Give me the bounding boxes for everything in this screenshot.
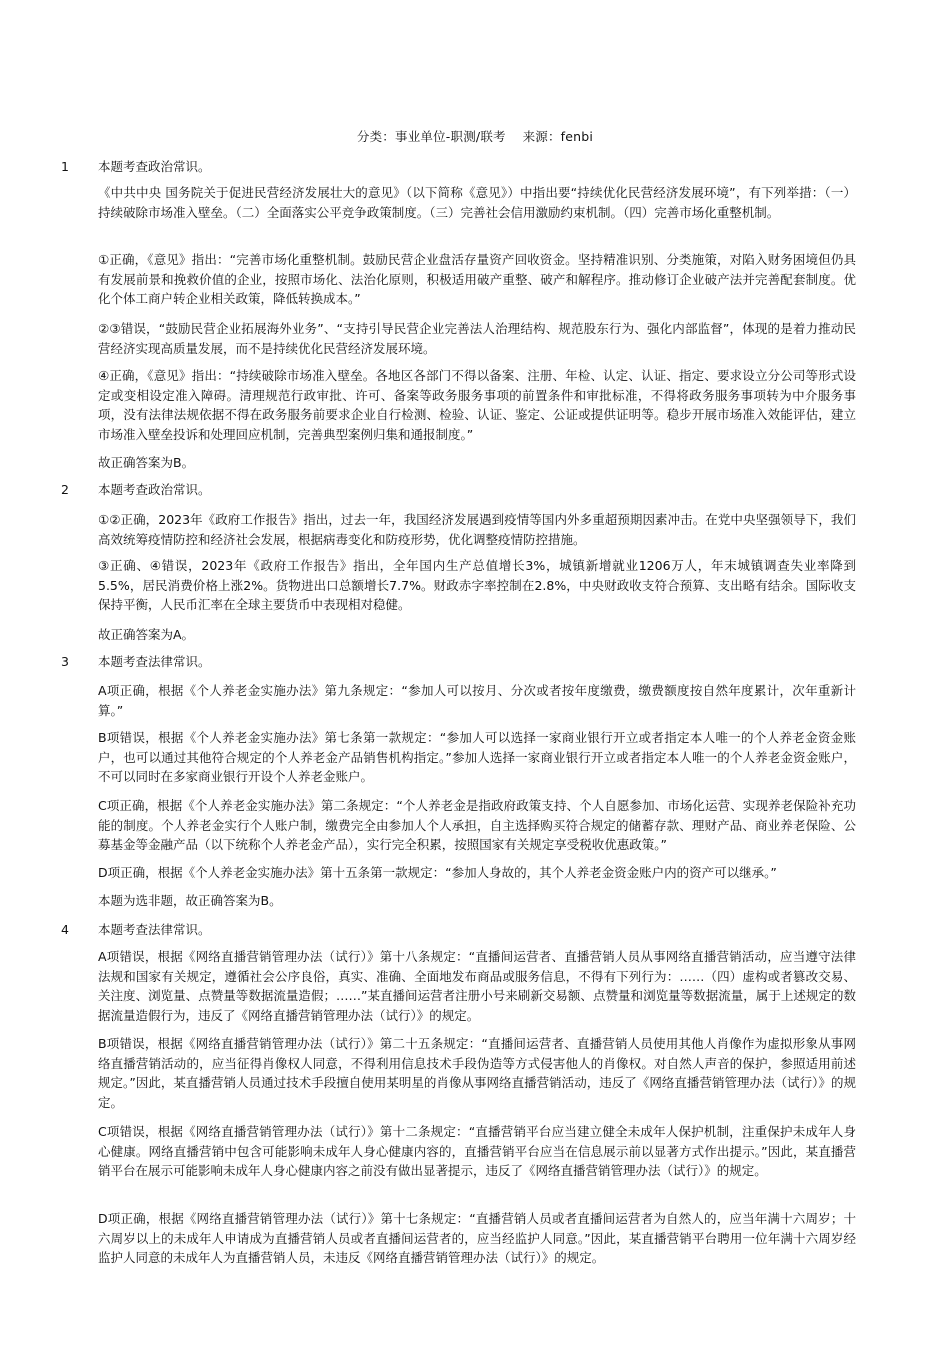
answer-paragraph: B项错误，根据《网络直播营销管理办法（试行）》第二十五条规定：“直播间运营者、直播营销人员使用其他人肖像作为虚拟形象从事网络直播营销活动的，应当征得肖像权人同意，不得利用信息技术手段伪造等方式侵害他人的肖像权。对自然人声音的保护，参照适用前述规定。”因此，某直播营销人员通过技术手段擅自使用某明星的肖像从事网络直播营销活动，违反了《网络直播营销管理办法（试行）》的规定。	[98, 1036, 856, 1110]
answer-paragraph: ①②正确，2023年《政府工作报告》指出，过去一年，我国经济发展遇到疫情等国内外多重超预期因素冲击。在党中央坚强领导下，我们高效统筹疫情防控和经济社会发展，根据病毒变化和防疫形势，优化调整疫情防控措施。	[98, 512, 856, 547]
answer-paragraph: C项正确，根据《个人养老金实施办法》第二条规定：“个人养老金是指政府政策支持、个人自愿参加、市场化运营、实现养老保险补充功能的制度。个人养老金实行个人账户制，缴费完全由参加人个人承担，自主选择购买符合规定的储蓄存款、理财产品、商业养老保险、公募基金等金融产品（以下统称个人养老金产品），实行完全积累，按照国家有关规定享受税收优惠政策。”	[98, 798, 856, 853]
answer-paragraph: D项正确，根据《网络直播营销管理办法（试行）》第十七条规定：“直播营销人员或者直播间运营者为自然人的，应当年满十六周岁；十六周岁以上的未成年人申请成为直播营销人员或者直播间运营者的，应当经监护人同意。”因此，某直播营销平台聘用一位年满十六周岁经监护人同意的未成年人为直播营销人员，未违反《网络直播营销管理办法（试行）》的规定。	[98, 1211, 856, 1266]
question-number: 1	[61, 159, 69, 174]
question-number: 2	[61, 482, 69, 497]
answer-paragraph: ①正确，《意见》指出：“完善市场化重整机制。鼓励民营企业盘活存量资产回收资金。坚持精准识别、分类施策，对陷入财务困境但仍具有发展前景和挽救价值的企业，按照市场化、法治化原则，积极适用破产重整、破产和解程序。推动修订企业破产法并完善配套制度。优化个体工商户转企业相关政策，降低转换成本。”	[98, 252, 856, 307]
question-topic: 本题考查法律常识。	[98, 654, 211, 669]
question-topic: 本题考查政治常识。	[98, 159, 211, 174]
answer-paragraph: ③正确、④错误，2023年《政府工作报告》指出，全年国内生产总值增长3%，城镇新增就业1206万人，年末城镇调查失业率降到5.5%，居民消费价格上涨2%。货物进出口总额增长7.7%。财政赤字率控制在2.8%，中央财政收支符合预算、支出略有结余。国际收支保持平衡，人民币汇率在全球主要货币中表现相对稳健。	[98, 558, 856, 613]
answer-paragraph: A项正确，根据《个人养老金实施办法》第九条规定：“参加人可以按月、分次或者按年度缴费，缴费额度按自然年度累计，次年重新计算。”	[98, 683, 856, 718]
answer-paragraph: B项错误，根据《个人养老金实施办法》第七条第一款规定：“参加人可以选择一家商业银行开立或者指定本人唯一的个人养老金资金账户，也可以通过其他符合规定的个人养老金产品销售机构指定。”参加人选择一家商业银行开立或者指定本人唯一的个人养老金资金账户，不可以同时在多家商业银行开设个人养老金账户。	[98, 730, 856, 785]
question-number: 3	[61, 654, 69, 669]
answer-paragraph: ④正确，《意见》指出：“持续破除市场准入壁垒。各地区各部门不得以备案、注册、年检、认定、认证、指定、要求设立分公司等形式设定或变相设定准入障碍。清理规范行政审批、许可、备案等政务服务事项的前置条件和审批标准，不得将政务服务事项转为中介服务事项，没有法律法规依据不得在政务服务前要求企业自行检测、检验、认证、鉴定、公证或提供证明等。稳步开展市场准入效能评估，建立市场准入壁垒投诉和处理回应机制，完善典型案例归集和通报制度。”	[98, 368, 856, 442]
answer-paragraph: A项错误，根据《网络直播营销管理办法（试行）》第十八条规定：“直播间运营者、直播营销人员从事网络直播营销活动，应当遵守法律法规和国家有关规定，遵循社会公序良俗，真实、准确、全面地发布商品或服务信息，不得有下列行为：……（四）虚构或者篡改交易、关注度、浏览量、点赞量等数据流量造假；……”某直播间运营者注册小号来刷新交易额、点赞量和浏览量等数据流量，属于上述规定的数据流量造假行为，违反了《网络直播营销管理办法（试行）》的规定。	[98, 949, 856, 1023]
question-topic: 本题考查政治常识。	[98, 482, 211, 497]
answer-paragraph: ②③错误，“鼓励民营企业拓展海外业务”、“支持引导民营企业完善法人治理结构、规范股东行为、强化内部监督”，体现的是着力推动民营经济实现高质量发展，而不是持续优化民营经济发展环境。	[98, 321, 856, 356]
source-header: 分类：事业单位-职测/联考 来源：fenbi	[356, 129, 594, 144]
question-topic: 本题考查法律常识。	[98, 922, 211, 937]
answer-conclusion: 故正确答案为A。	[98, 627, 195, 642]
answer-conclusion: 故正确答案为B。	[98, 455, 195, 470]
answer-conclusion: 本题为选非题，故正确答案为B。	[98, 893, 282, 908]
question-number: 4	[61, 922, 69, 937]
answer-paragraph: D项正确，根据《个人养老金实施办法》第十五条第一款规定：“参加人身故的，其个人养老金资金账户内的资产可以继承。”	[98, 865, 777, 880]
answer-paragraph: 《中共中央 国务院关于促进民营经济发展壮大的意见》（以下简称《意见》）中指出要“持续优化民营经济发展环境”，有下列举措：（一）持续破除市场准入壁垒。（二）全面落实公平竞争政策制度。（三）完善社会信用激励约束机制。（四）完善市场化重整机制。	[98, 185, 856, 220]
answer-paragraph: C项错误，根据《网络直播营销管理办法（试行）》第十二条规定：“直播营销平台应当建立健全未成年人保护机制，注重保护未成年人身心健康。网络直播营销中包含可能影响未成年人身心健康内容的，直播营销平台应当在信息展示前以显著方式作出提示。”因此，某直播营销平台在展示可能影响未成年人身心健康内容之前没有做出显著提示，违反了《网络直播营销管理办法（试行）》的规定。	[98, 1124, 856, 1179]
